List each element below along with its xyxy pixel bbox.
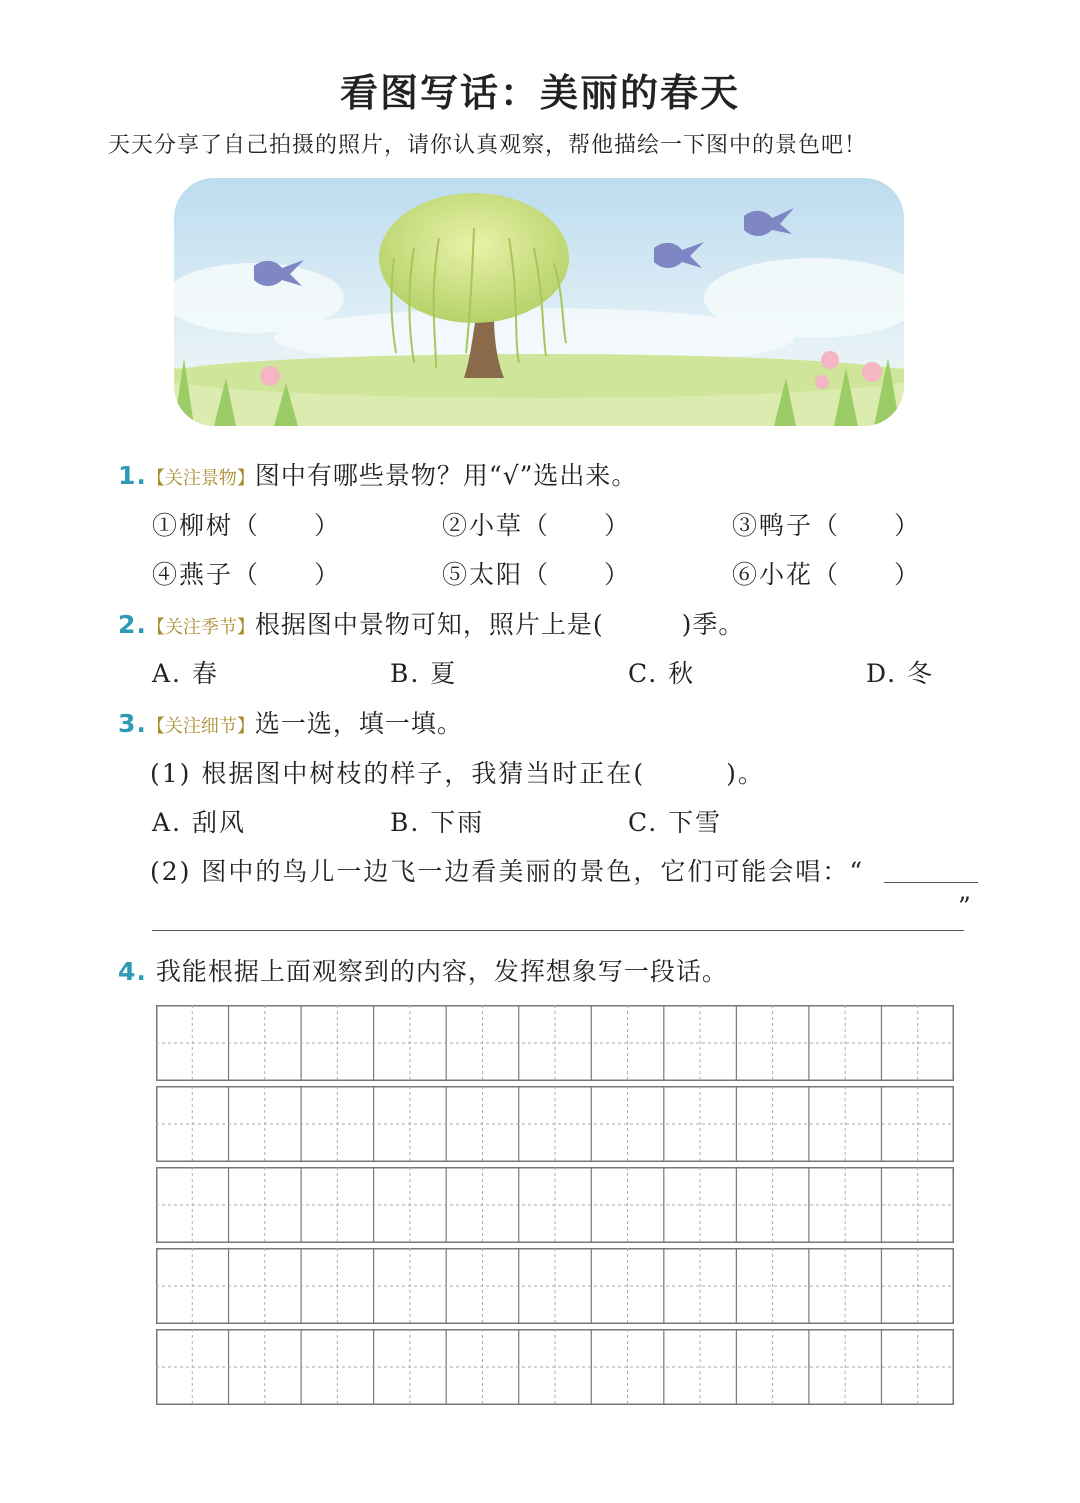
q3-option-a[interactable]: A. 刮风 xyxy=(152,808,246,837)
writing-grid-row-2[interactable] xyxy=(156,1086,954,1162)
q1-option-3[interactable]: ③鸭子（ ） xyxy=(732,511,922,540)
q1-option-5[interactable]: ⑤太阳（ ） xyxy=(442,560,632,589)
writing-grid-row-3[interactable] xyxy=(156,1167,954,1243)
page-title: 看图写话：美丽的春天 xyxy=(339,70,740,115)
q3-subquestion-2: (2) 图中的鸟儿一边飞一边看美丽的景色，它们可能会唱：“ xyxy=(150,857,865,886)
question-1 xyxy=(118,456,637,492)
answer-line-1[interactable] xyxy=(884,882,978,883)
q3-option-b[interactable]: B. 下雨 xyxy=(390,808,485,837)
question-number: 3. xyxy=(118,709,147,738)
question-tag: 【关注季节】 xyxy=(146,617,255,638)
answer-line-2[interactable] xyxy=(152,930,964,931)
q2-option-c[interactable]: C. 秋 xyxy=(628,659,696,688)
q2-option-d[interactable]: D. 冬 xyxy=(866,659,935,688)
q2-option-a[interactable]: A. 春 xyxy=(152,659,219,688)
close-quote: ” xyxy=(958,892,973,921)
spring-scene-illustration xyxy=(174,178,904,426)
question-number: 4. xyxy=(118,957,147,986)
question-4 xyxy=(118,952,728,988)
q1-option-2[interactable]: ②小草（ ） xyxy=(442,511,632,540)
question-text: 选一选，填一填。 xyxy=(254,709,463,738)
writing-grid-row-4[interactable] xyxy=(156,1248,954,1324)
intro-text: 天天分享了自己拍摄的照片，请你认真观察，帮他描绘一下图中的景色吧！ xyxy=(108,133,868,158)
q1-option-4[interactable]: ④燕子（ ） xyxy=(152,560,342,589)
question-text: 根据图中景物可知，照片上是( )季。 xyxy=(254,610,745,639)
question-text: 我能根据上面观察到的内容，发挥想象写一段话。 xyxy=(155,957,728,986)
question-tag: 【关注景物】 xyxy=(146,468,255,489)
q2-option-b[interactable]: B. 夏 xyxy=(390,659,458,688)
q3-option-c[interactable]: C. 下雪 xyxy=(628,808,723,837)
q1-option-1[interactable]: ①柳树（ ） xyxy=(152,511,342,540)
question-2 xyxy=(118,605,744,641)
q1-option-6[interactable]: ⑥小花（ ） xyxy=(732,560,922,589)
question-number: 1. xyxy=(118,461,147,490)
question-number: 2. xyxy=(118,610,147,639)
question-text: 图中有哪些景物？用“√”选出来。 xyxy=(254,461,638,490)
writing-grid-row-5[interactable] xyxy=(156,1329,954,1405)
question-tag: 【关注细节】 xyxy=(146,716,255,737)
question-3 xyxy=(118,704,463,740)
q3-subquestion-1: (1) 根据图中树枝的样子，我猜当时正在( )。 xyxy=(150,759,765,788)
writing-grid-row-1[interactable] xyxy=(156,1005,954,1081)
